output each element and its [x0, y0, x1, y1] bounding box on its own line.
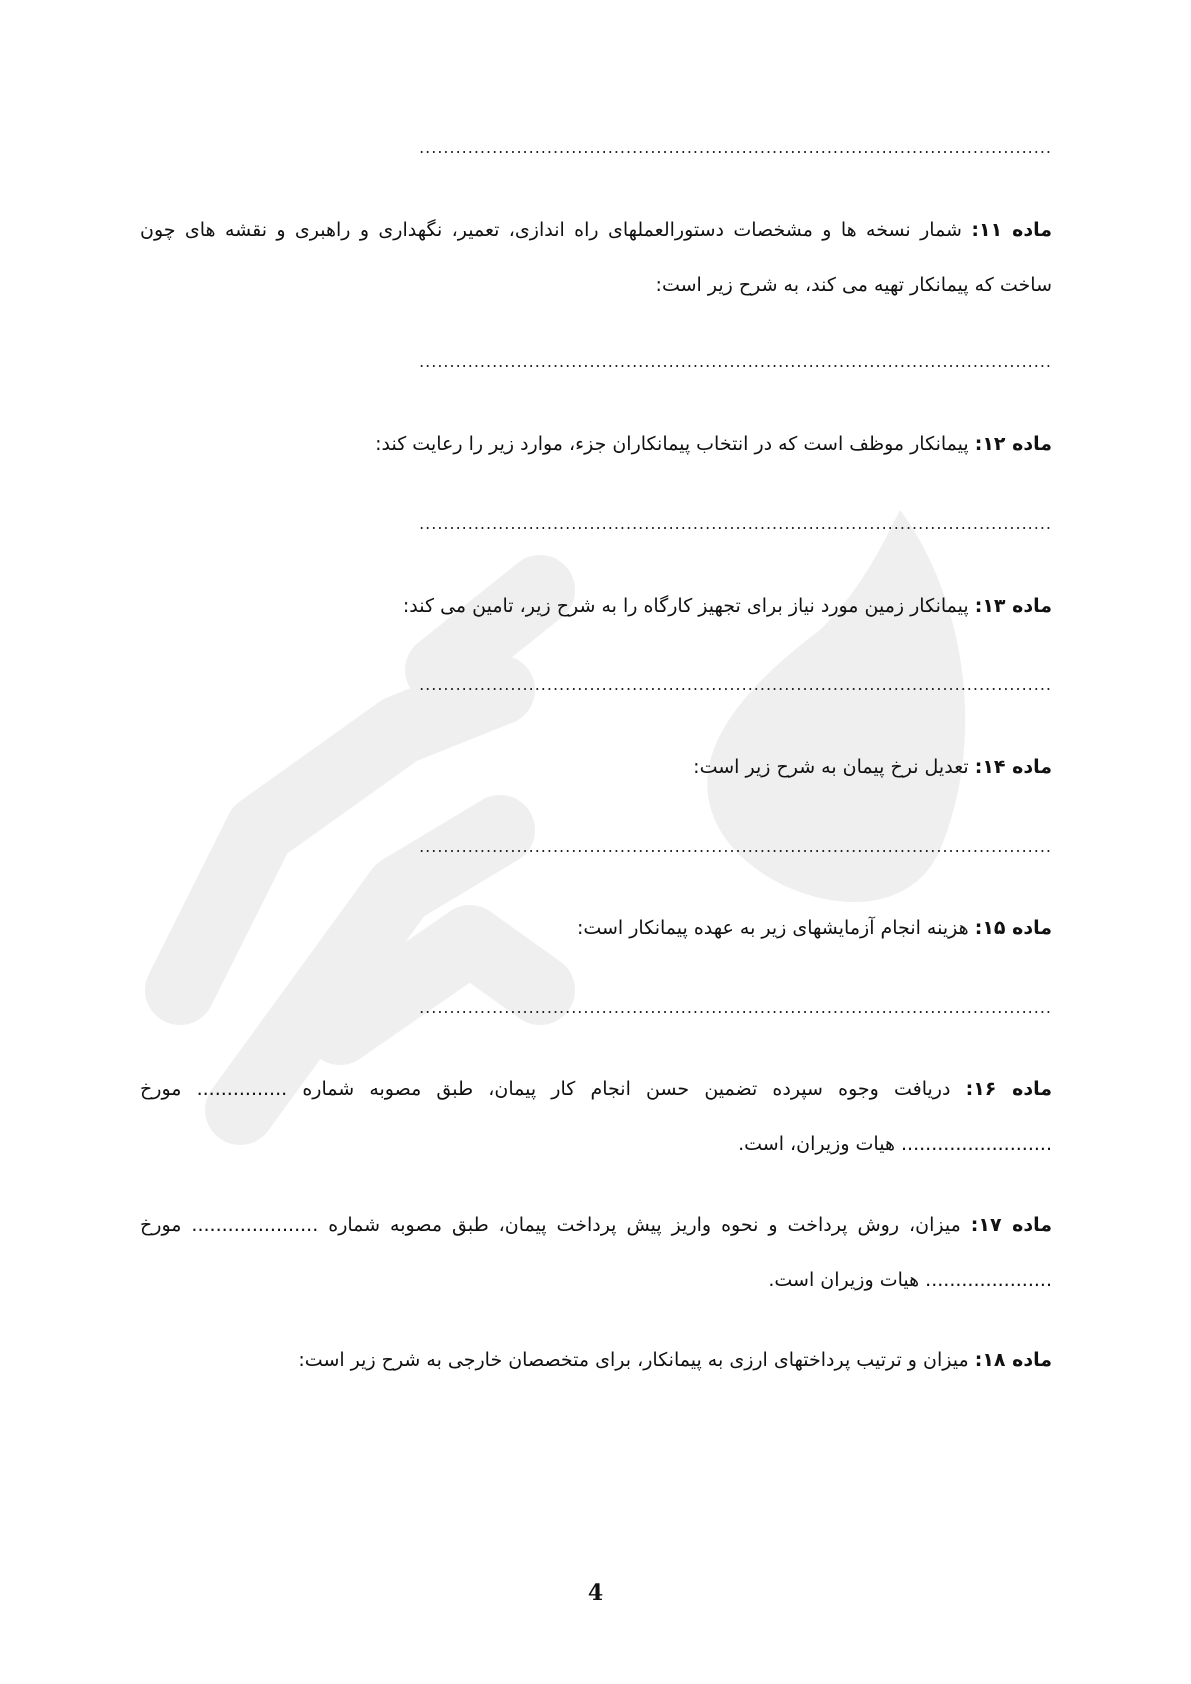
- dotted-fill-line: ........................................................................................................: [419, 352, 1052, 371]
- article-text: میزان و ترتیب پرداختهای ارزی به پیمانکار، برای متخصصان خارجی به شرح زیر است:: [298, 1349, 969, 1371]
- article-label: ماده ۱۵:: [974, 917, 1052, 939]
- article-text: میزان، روش پرداخت و نحوه واریز پیش پرداخت پیمان، طبق مصوبه شماره ..................... مورخ: [140, 1214, 961, 1236]
- article-15: [140, 913, 1052, 943]
- article-text: پیمانکار زمین مورد نیاز برای تجهیز کارگاه را به شرح زیر، تامین می کند:: [402, 595, 969, 617]
- article-text: شمار نسخه ها و مشخصات دستورالعملهای راه اندازی، تعمیر، نگهداری و راهبری و نقشه های چون: [140, 219, 962, 241]
- article-label: ماده ۱۱:: [971, 219, 1053, 241]
- article-16-line-2: ......................... هیات وزیران، است.: [738, 1133, 1052, 1155]
- dotted-fill-line: ........................................................................................................: [419, 998, 1052, 1017]
- article-text: پیمانکار موظف است که در انتخاب پیمانکاران جزء، موارد زیر را رعایت کند:: [375, 433, 969, 455]
- article-12: [140, 429, 1052, 459]
- article-label: ماده ۱۴:: [974, 756, 1052, 778]
- article-17-line-2: ..................... هیات وزیران است.: [768, 1269, 1052, 1291]
- article-11: [140, 215, 1052, 300]
- page-number: 4: [587, 1580, 604, 1606]
- article-16: [140, 1074, 1052, 1159]
- dotted-fill-line: ........................................................................................................: [419, 675, 1052, 694]
- article-13: [140, 591, 1052, 621]
- article-label: ماده ۱۲:: [974, 433, 1052, 455]
- article-label: ماده ۱۶:: [965, 1078, 1053, 1100]
- article-label: ماده ۱۸:: [974, 1349, 1052, 1371]
- article-18: [140, 1345, 1052, 1375]
- article-text: دریافت وجوه سپرده تضمین حسن انجام کار پیمان، طبق مصوبه شماره ............... مورخ: [140, 1078, 951, 1100]
- article-text: هزینه انجام آزمایشهای زیر به عهده پیمانکار است:: [576, 917, 969, 939]
- article-11-line-1: [140, 215, 1052, 245]
- dotted-fill-line: ........................................................................................................: [419, 837, 1052, 856]
- article-text: تعدیل نرخ پیمان به شرح زیر است:: [693, 756, 969, 778]
- dotted-fill-line: ........................................................................................................: [419, 514, 1052, 533]
- article-label: ماده ۱۳:: [974, 595, 1052, 617]
- article-14: [140, 752, 1052, 782]
- article-17: [140, 1210, 1052, 1295]
- article-11-line-2: ساخت که پیمانکار تهیه می کند، به شرح زیر است:: [655, 274, 1052, 296]
- dotted-fill-line: ........................................................................................................: [419, 138, 1052, 157]
- article-label: ماده ۱۷:: [970, 1214, 1052, 1236]
